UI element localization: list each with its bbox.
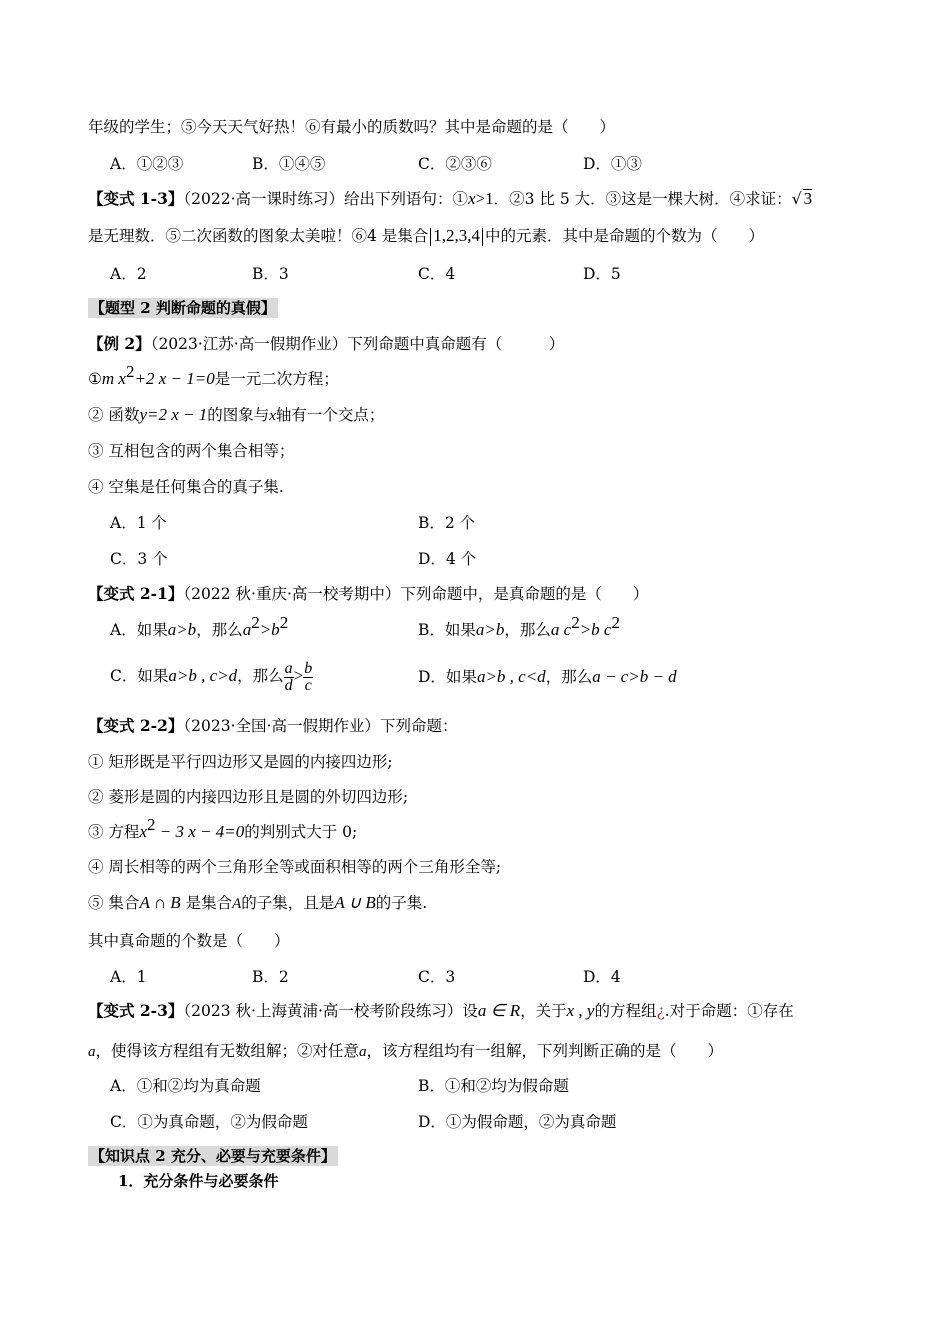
text: （2022 秋·重庆·高一校考期中）下列命题中，是真命题的是（ ） [183,585,649,603]
v23-option-b: B．①和②均为假命题 [418,1077,569,1095]
math: a − c>b − d [592,667,677,686]
example-2-statement-2 [88,405,384,426]
math: >1 [475,189,494,208]
text: ② 函数 [88,406,140,424]
text: ，使得该方程组有无数组解；②对任意 [95,1042,360,1060]
variant-2-2-stem [88,716,457,736]
text: ，那么 [504,621,551,639]
set-bracket [482,228,483,246]
math-sup: 2 [251,613,260,632]
math: x [139,822,147,841]
ex2-option-b: B．2 个 [418,514,476,532]
ex2-option-c: C．3 个 [110,550,168,568]
v23-option-c: C．①为真命题，②为假命题 [110,1113,308,1131]
v22-statement-2: ② 菱形是圆的内接四边形且是圆的外切四边形; [88,788,409,806]
v22-statement-3 [88,815,358,842]
text: 是集合 [180,894,233,912]
text: （2023 秋·上海黄浦·高一校考阶段练习）设 [183,1002,478,1020]
example-2-statement-4: ④ 空集是任何集合的真子集. [88,478,284,496]
math: >b [259,620,280,639]
math: A ∪ B [334,893,376,912]
v22-statement-4: ④ 周长相等的两个三角形全等或面积相等的两个三角形全等; [88,858,502,876]
v13-option-b: B．3 [252,265,289,283]
math: A ∩ B [139,893,181,912]
math: A [232,896,242,912]
text: D．如果 [418,668,477,686]
v13-option-a: A．2 [110,265,147,283]
ex2-option-d: D．4 个 [418,550,477,568]
math-sup: 2 [125,362,135,381]
example-label: 【例 2】 [88,334,151,353]
v22-statement-5 [88,893,427,914]
section-heading-knowledge-2: 【知识点 2 充分、必要与充要条件】 [90,1147,336,1165]
v21-option-d [418,667,677,687]
math: a>b , c>d [168,666,238,685]
prev-option-b: B．①④⑤ [252,155,326,173]
math-set: 1,2,3,4 [433,226,481,245]
text: C．如果 [110,667,169,685]
text: ，该方程组均有一组解，下列判断正确的是（ ） [366,1042,724,1060]
math: x , y [566,1001,595,1020]
v23-option-d: D．①为假命题，②为真命题 [418,1113,617,1131]
denominator: c [304,676,312,694]
variant-label: 【变式 2-3】 [88,1001,184,1020]
v22-option-b: B．2 [252,968,289,986]
text: 中的元素．其中是命题的个数为（ ） [485,227,765,245]
variant-label: 【变式 2-2】 [88,716,184,735]
text: 的方程组 [594,1002,657,1020]
variant-2-3-stem [88,1001,794,1021]
text: ，那么 [545,668,593,686]
text: 是一元二次方程； [214,370,339,388]
math: x [468,189,476,208]
v21-option-a [110,613,289,640]
text: 的判别式大于 0; [244,823,358,841]
text: ．②3 比 5 大．③这是一棵大树．④求证： [493,190,792,208]
math: a [242,620,252,639]
text: 是无理数．⑤二次函数的图象太美啦！⑥4 是集合 [88,227,429,245]
example-2-statement-1 [88,362,339,389]
v21-option-c [110,658,313,694]
text: B．如果 [418,621,476,639]
v22-question: 其中真命题的个数是（ ） [88,932,290,950]
text: （2022·高一课时练习）给出下列语句：① [183,190,469,208]
math: a>b [167,620,197,639]
prev-option-a: A．①②③ [110,155,184,173]
v22-statement-1: ① 矩形既是平行四边形又是圆的内接四边形; [88,753,393,771]
text: 的子集. [375,894,428,912]
math-sup: 2 [611,613,620,632]
math: x [269,408,276,424]
v22-option-a: A．1 [110,968,147,986]
text: 轴有一个交点； [275,406,385,424]
math-sup: 2 [146,815,156,834]
v21-option-b [418,613,620,640]
broken-glyph: ¿ [656,1002,665,1020]
v23-option-a: A．①和②均为真命题 [110,1077,261,1095]
prev-option-d: D．①③ [583,155,642,173]
text: 的子集，且是 [241,894,335,912]
numerator: b [304,659,313,677]
math: a c [550,620,572,639]
text: ，那么 [237,667,284,685]
set-bracket [430,228,431,246]
text: 的图象与 [207,406,270,424]
variant-label: 【变式 2-1】 [88,584,184,603]
fraction-b-over-c [303,661,313,694]
v22-option-c: C．3 [418,968,456,986]
text: ，那么 [196,621,243,639]
math: > [293,666,304,685]
math: y=2 x − 1 [139,405,208,424]
math-sup: 2 [279,613,289,632]
math: a ∈ R [477,1001,521,1020]
text: （2023·江苏·高一假期作业）下列命题中真命题有（ ） [150,335,565,353]
section-heading-type-2: 【题型 2 判断命题的真假】 [90,299,276,317]
math: a [88,1044,96,1060]
text: ⑤ 集合 [88,894,140,912]
math-sup: 2 [571,613,580,632]
math: a>b [475,620,505,639]
example-2-statement-3: ③ 互相包含的两个集合相等； [88,442,295,460]
text: ③ 方程 [88,823,140,841]
math: >b c [579,620,612,639]
text: （2023·全国·高一假期作业）下列命题： [183,717,458,735]
math: m x [101,369,126,388]
ex2-option-a: A．1 个 [110,514,167,532]
variant-1-3-stem [88,189,812,209]
numerator: a [284,659,293,677]
denominator: d [284,676,293,694]
variant-label: 【变式 1-3】 [88,189,184,208]
math: +2 x − 1=0 [134,369,215,388]
variant-2-1-stem [88,584,648,604]
math: a>b , c<d [476,667,546,686]
text: .对于命题：①存在 [664,1002,794,1020]
subheading-sufficient-necessary: 1．充分条件与必要条件 [118,1172,279,1190]
math: 3 [803,189,813,208]
v22-option-d: D．4 [583,968,621,986]
variant-2-3-stem-line2 [88,1041,723,1062]
text: A．如果 [110,621,168,639]
text: ，关于 [520,1002,567,1020]
v13-option-d: D．5 [583,265,621,283]
math: a [359,1044,367,1060]
v13-option-c: C．4 [418,265,456,283]
sqrt-expression: √ 3 [791,189,813,208]
prev-option-c: C．②③⑥ [418,155,492,173]
text: ① [88,370,102,388]
variant-1-3-stem-line2 [88,226,764,246]
fraction-a-over-d [284,661,294,694]
example-2-stem [88,334,564,354]
math: − 3 x − 4=0 [155,822,245,841]
prev-question-stem: 年级的学生；⑤今天天气好热！⑥有最小的质数吗？其中是命题的是（ ） [88,118,616,136]
